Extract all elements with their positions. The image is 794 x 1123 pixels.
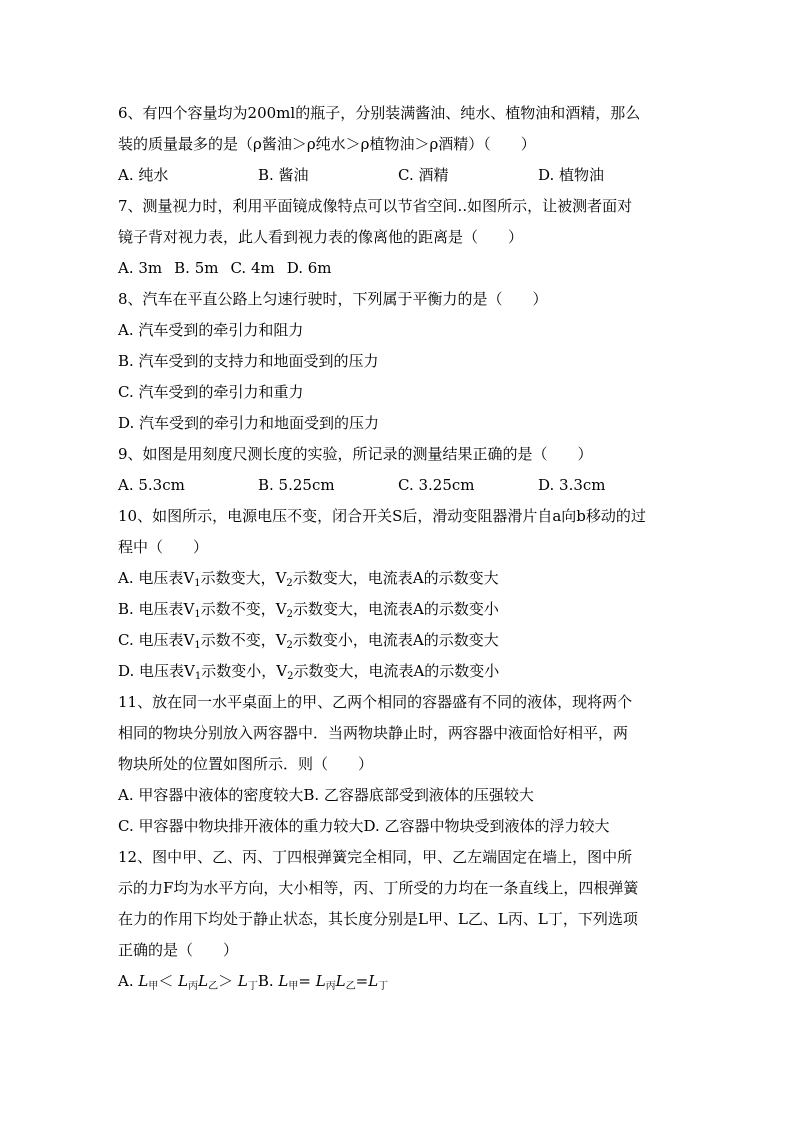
q6-option-c: C. 酒精 (398, 166, 449, 184)
q11-stem-line3: 物块所处的位置如图所示．则（ ） (118, 755, 374, 773)
q9-option-b: B. 5.25cm (258, 476, 335, 494)
q11-options-cd: C. 甲容器中物块排开液体的重力较大D. 乙容器中物块受到液体的浮力较大 (118, 817, 610, 835)
q12-options: A. $L_甲< L_丙L_乙> L_丁B$. $L_甲= L_丙L_乙=L_丁$ (118, 972, 389, 992)
q10-option-d: D. 电压表$V_1$示数变小，$V_2$示数变大，电流表A的示数变小 (118, 662, 500, 682)
q6-options (118, 160, 678, 191)
q10-stem-line1: 10、如图所示，电源电压不变，闭合开关S后，滑动变阻器滑片自a向b移动的过 (118, 507, 646, 525)
q8-stem: 8、汽车在平直公路上匀速行驶时，下列属于平衡力的是（ ） (118, 290, 548, 308)
q7-option-c: C. 4m (230, 259, 275, 277)
q7-option-d: D. 6m (286, 259, 332, 277)
q11-options-ab: A. 甲容器中液体的密度较大B. 乙容器底部受到液体的压强较大 (118, 786, 534, 804)
q12-stem-line3: 在力的作用下均处于静止状态，其长度分别是L甲、L乙、L丙、L丁，下列选项 (118, 910, 638, 928)
q8-option-a: A. 汽车受到的牵引力和阻力 (118, 321, 304, 339)
question-sheet (118, 98, 678, 997)
q11-stem-line1: 11、放在同一水平桌面上的甲、乙两个相同的容器盛有不同的液体，现将两个 (118, 693, 633, 711)
q6-option-a: A. 纯水 (118, 166, 169, 184)
q10-stem-line2: 程中（ ） (118, 538, 209, 556)
q12-stem-line2: 示的力F均为水平方向，大小相等，丙、丁所受的力均在一条直线上，四根弹簧 (118, 879, 639, 897)
q10-option-b: B. 电压表$V_1$示数不变，$V_2$示数变大，电流表A的示数变小 (118, 600, 499, 620)
q6-option-b: B. 酱油 (258, 166, 309, 184)
q9-option-a: A. 5.3cm (118, 476, 185, 494)
q7-option-a: A. 3m (118, 259, 163, 277)
q6-stem-line2: 装的质量最多的是（ρ酱油＞ρ纯水＞ρ植物油＞ρ酒精）（ ） (118, 135, 536, 153)
q7-option-b: B. 5m (174, 259, 219, 277)
q7-stem-line1: 7、测量视力时，利用平面镜成像特点可以节省空间..如图所示，让被测者面对 (118, 197, 633, 215)
q6-option-d: D. 植物油 (538, 166, 605, 184)
q8-option-c: C. 汽车受到的牵引力和重力 (118, 383, 304, 401)
q9-options (118, 470, 678, 501)
q8-option-b: B. 汽车受到的支持力和地面受到的压力 (118, 352, 379, 370)
q10-option-a: A. 电压表$V_1$示数变大，$V_2$示数变大，电流表A的示数变大 (118, 569, 499, 589)
q7-options (118, 253, 678, 284)
q9-option-c: C. 3.25cm (398, 476, 475, 494)
q11-stem-line2: 相同的物块分别放入两容器中．当两物块静止时，两容器中液面恰好相平，两 (118, 724, 629, 742)
q8-option-d: D. 汽车受到的牵引力和地面受到的压力 (118, 414, 380, 432)
q7-stem-line2: 镜子背对视力表，此人看到视力表的像离他的距离是（ ） (118, 228, 524, 246)
q9-option-d: D. 3.3cm (538, 476, 606, 494)
q10-option-c: C. 电压表$V_1$示数不变，$V_2$示数变小，电流表A的示数变大 (118, 631, 499, 651)
q9-stem: 9、如图是用刻度尺测长度的实验，所记录的测量结果正确的是（ ） (118, 445, 593, 463)
q6-stem-line1: 6、有四个容量均为200ml的瓶子，分别装满酱油、纯水、植物油和酒精，那么 (118, 104, 641, 122)
q12-stem-line1: 12、图中甲、乙、丙、丁四根弹簧完全相同，甲、乙左端固定在墙上，图中所 (118, 848, 633, 866)
q12-stem-line4: 正确的是（ ） (118, 941, 239, 959)
